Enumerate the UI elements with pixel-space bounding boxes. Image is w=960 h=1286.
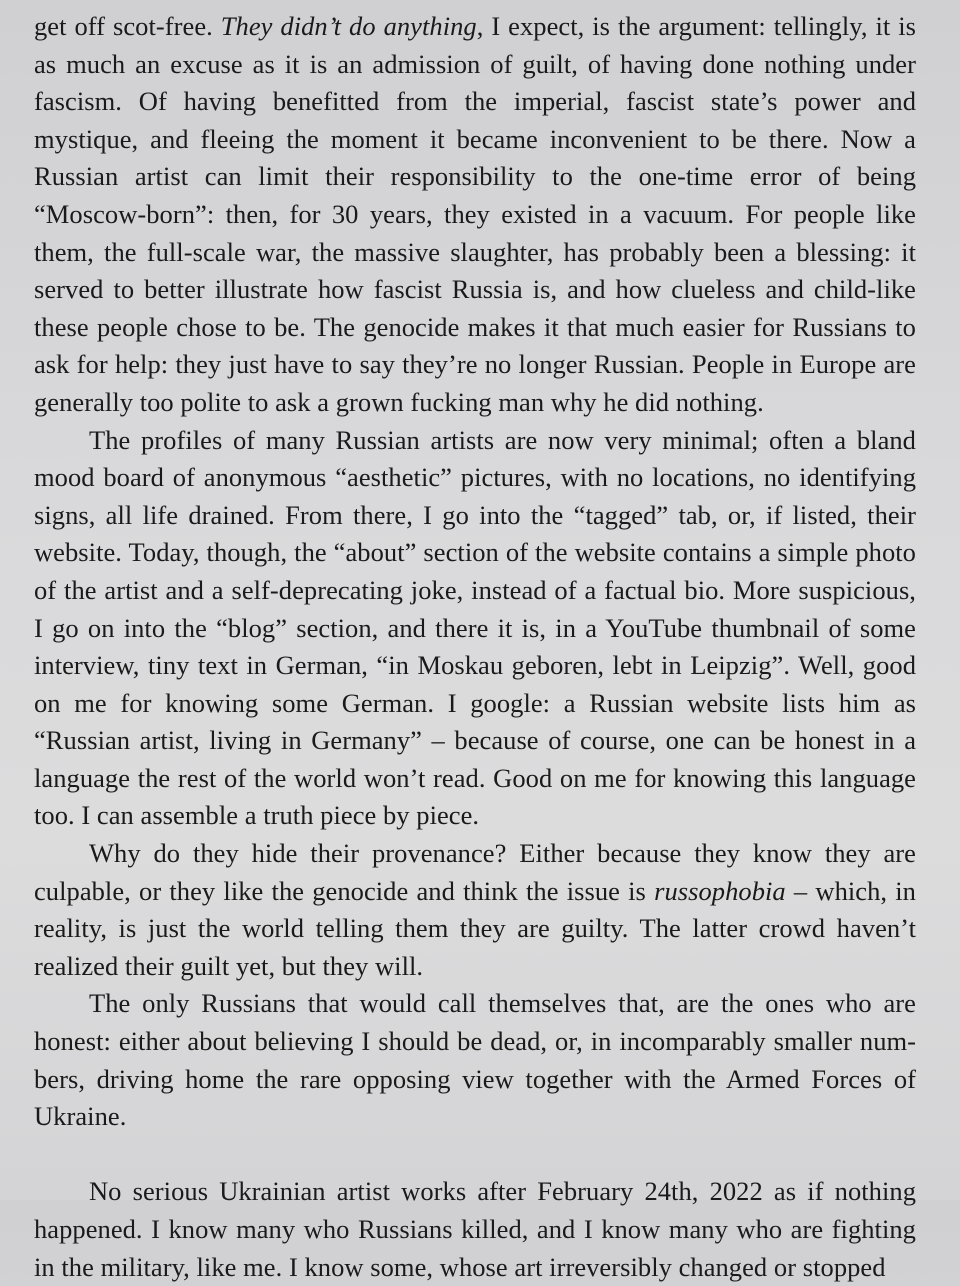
paragraph-5-text: No serious Ukrainian artist works after February 24th, 2022 as if nothing happened. I know many who Russians killed, and I know many who are fighting in the military, like me. I know some, whose art irreversibly changed or stopped — [34, 1176, 916, 1282]
paragraph-3-text-a: Why do they hide their provenance? Either because they know they are culpable, or they like the genocide and think the issue is — [34, 838, 916, 906]
paragraph-2-text: The profiles of many Russian artists are now very minimal; often a bland mood board of anonymous “aesthetic” pictures, with no locations, no identifying signs, all life drained. From there, I go into the “tagged” tab, or, if listed, their website. Today, though, the “about” section of the website contains a simple photo of the artist and a self-deprecating joke, instead of a factual bio. More suspicious, I go on into the “blog” section, and there it is, in a YouTube thumbnail of some interview, tiny text in German, “in Moskau geboren, lebt in Leipzig”. Well, good on me for knowing some German. I google: a Russian website lists him as “Russian artist, living in Germany” – because of course, one can be honest in a language the rest of the world won’t read. Good on me for knowing this language too. I can assemble a truth piece by piece. — [34, 424, 916, 831]
paragraph-2 — [34, 422, 916, 836]
paragraph-4 — [34, 985, 916, 1135]
paragraph-4-text: The only Russians that would call themselves that, are the ones who are honest: either about believing I should be dead, or, in incomparably smaller numbers, driving home the rare opposing view together with the Armed Forces of Ukraine. — [34, 988, 916, 1132]
paragraph-3-italic-word: russophobia — [654, 875, 786, 906]
text-column — [34, 8, 916, 1286]
paragraph-1 — [34, 8, 916, 422]
paragraph-3 — [34, 835, 916, 985]
paragraph-1-italic-phrase: They didn’t do anything — [220, 11, 477, 41]
paragraph-1-text-a: get off scot-free. — [34, 11, 221, 41]
paragraph-1-text-b: , I expect, is the argument: tellingly, it is as much an excuse as it is an admission of guilt, of having done nothing under fascism. Of having benefitted from the imperial, fascist state’s power and mystique, and fleeing the moment it became inconvenient to be there. Now a Russian artist can limit their responsibility to the one-time error of being “Moscow-born”: then, for 30 years, they existed in a vacuum. For people like them, the full-scale war, the massive slaughter, has probably been a blessing: it served to better illustrate how fascist Russia is, and how clueless and child-like these people chose to be. The genocide makes it that much easier for Russians to ask for help: they just have to say they’re no longer Russian. People in Europe are generally too polite to ask a grown fucking man why he did nothing. — [34, 11, 917, 417]
paragraph-3-text-b: – which, in reality, is just the world telling them they are guilty. The latter crowd haven’t realized their guilt yet, but they will. — [34, 875, 916, 981]
paragraph-5 — [34, 1173, 916, 1286]
